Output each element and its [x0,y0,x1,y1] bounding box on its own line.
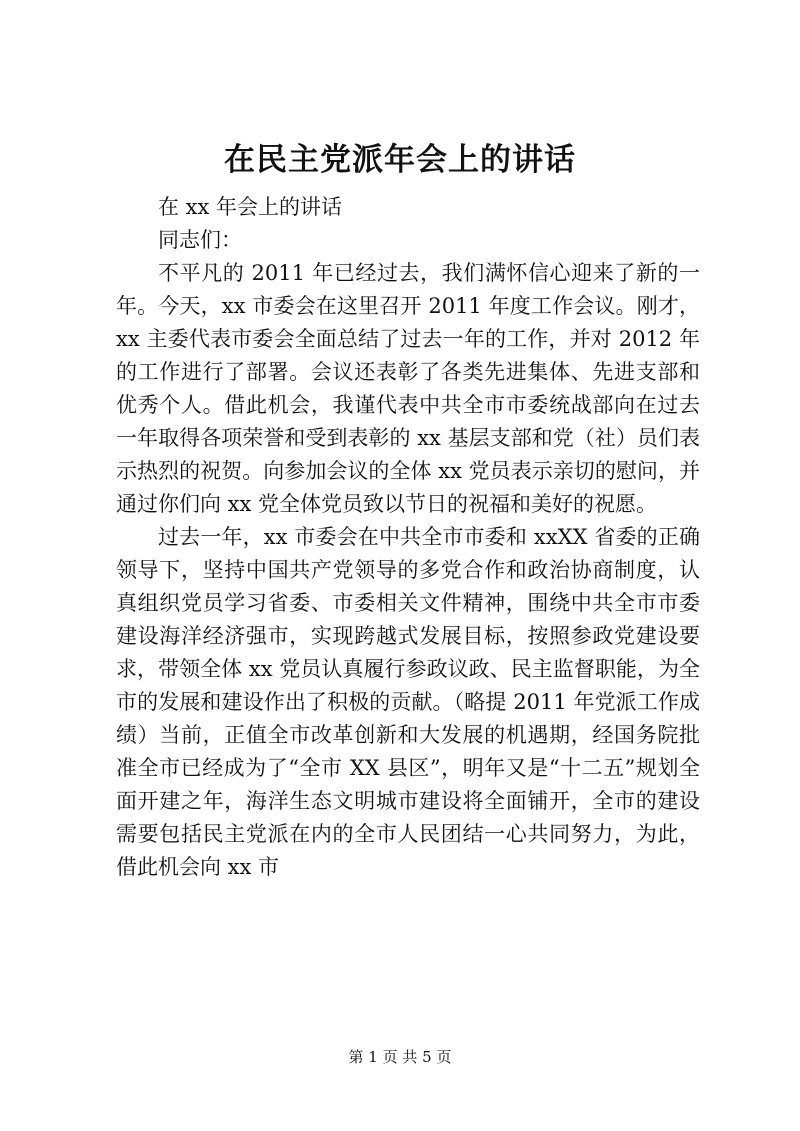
document-body [116,191,700,884]
paragraph-2: 过去一年，xx 市委会在中共全市市委和 xxXX 省委的正确领导下，坚持中国共产党领导的多党合作和政治协商制度，认真组织党员学习省委、市委相关文件精神，围绕中共全市市委建设海洋经济强市，实现跨越式发展目标，按照参政党建设要求，带领全体 xx 党员认真履行参政议政、民主监督职能，为全市的发展和建设作出了积极的贡献。（略提 2011 年党派工作成绩）当前，正值全市改革创新和大发展的机遇期，经国务院批准全市已经成为了“全市 XX 县区”，明年又是“十二五”规划全面开建之年，海洋生态文明城市建设将全面铺开，全市的建设需要包括民主党派在内的全市人民团结一心共同努力，为此，借此机会向 xx 市 [116,525,700,879]
salutation: 同志们： [158,228,242,252]
subtitle-line: 在 xx 年会上的讲话 [158,195,343,219]
document-title: 在民主党派年会上的讲话 [224,142,576,178]
paragraph-1: 不平凡的 2011 年已经过去，我们满怀信心迎来了新的一年。今天，xx 市委会在这里召开 2011 年度工作会议。刚才，xx 主委代表市委会全面总结了过去一年的工作，并对 2012 年的工作进行了部署。会议还表彰了各类先进集体、先进支部和优秀个人。借此机会，我谨代表中共全市市委统战部向在过去一年取得各项荣誉和受到表彰的 xx 基层支部和党（社）员们表示热烈的祝贺。向参加会议的全体 xx 党员表示亲切的慰问，并通过你们向 xx 党全体党员致以节日的祝福和美好的祝愿。 [116,261,700,516]
page-number-footer: 第 1 页 共 5 页 [348,1048,452,1066]
